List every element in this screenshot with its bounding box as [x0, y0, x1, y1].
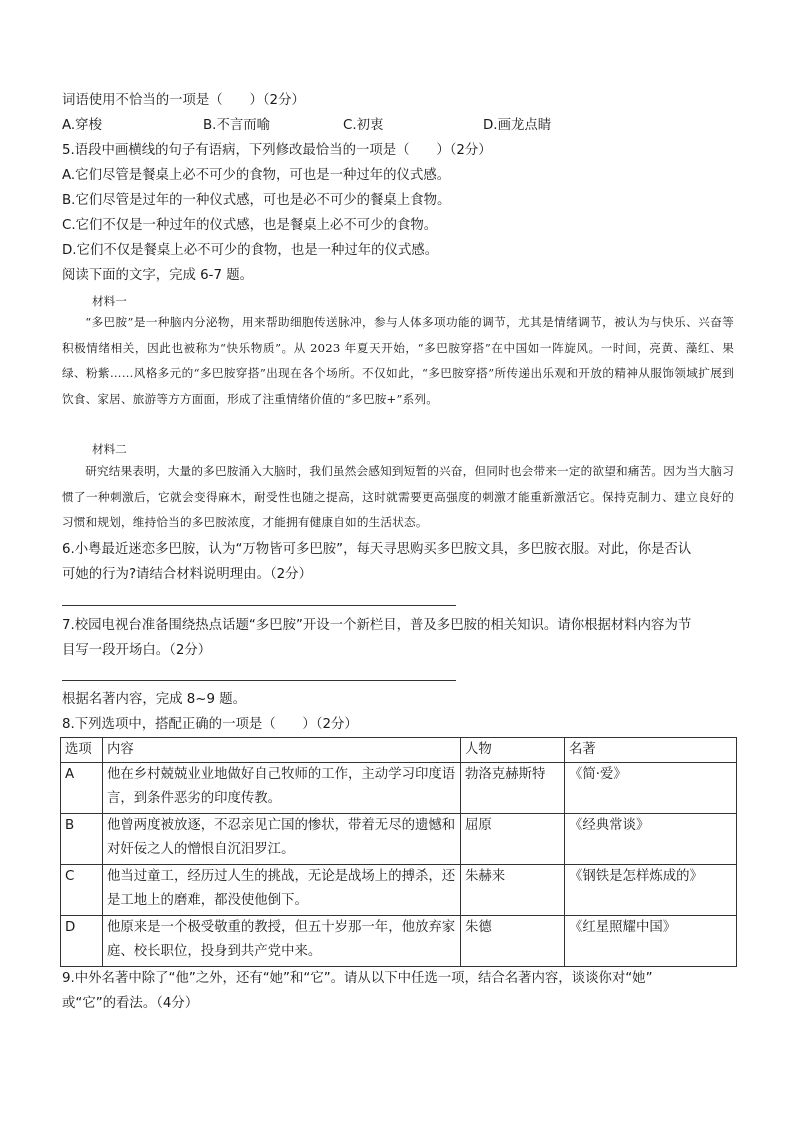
- header-book: 名著: [565, 738, 737, 763]
- row-option: B: [61, 814, 103, 865]
- table-row: [61, 916, 737, 967]
- header-content: 内容: [103, 738, 461, 763]
- header-person: 人物: [461, 738, 565, 763]
- row-book: 《钢铁是怎样炼成的》: [565, 865, 737, 916]
- row-option: A: [61, 763, 103, 814]
- q7-answer-line[interactable]: [62, 680, 456, 681]
- row-person: 朱德: [461, 916, 565, 967]
- q5-option-a: A.它们尽管是餐桌上必不可少的食物，可也是一种过年的仪式感。: [62, 168, 451, 183]
- row-content: 他曾两度被放逐，不忍亲见亡国的惨状，带着无尽的遗憾和对奸佞之人的憎恨自沉汨罗江。: [103, 814, 461, 865]
- row-content: 他原来是一个极受敬重的教授，但五十岁那一年，他放弃家庭、校长职位，投身到共产党中来。: [103, 916, 461, 967]
- q8-table: [60, 737, 737, 967]
- q5-option-b: B.它们尽管是过年的一种仪式感，可也是必不可少的餐桌上食物。: [62, 193, 451, 208]
- q4-option-a: A.穿梭: [62, 118, 102, 133]
- row-person: 朱赫来: [461, 865, 565, 916]
- header-option: 选项: [61, 738, 103, 763]
- table-header-row: [61, 738, 737, 763]
- q5-option-d: D.它们不仅是餐桌上必不可少的食物，也是一种过年的仪式感。: [62, 243, 439, 258]
- row-person: 屈原: [461, 814, 565, 865]
- q8-stem: 8.下列选项中，搭配正确的一项是（ ）（2分）: [62, 717, 358, 732]
- material-1-title: 材料一: [92, 294, 127, 308]
- q7-line-1: 7.校园电视台准备围绕热点话题“多巴胺”开设一个新栏目，普及多巴胺的相关知识。请你根据材料内容为节: [62, 618, 692, 633]
- row-content: 他在乡村兢兢业业地做好自己牧师的工作，主动学习印度语言，到条件恶劣的印度传教。: [103, 763, 461, 814]
- q4-option-d: D.画龙点睛: [483, 118, 552, 133]
- reading-intro: 阅读下面的文字，完成 6-7 题。: [62, 268, 254, 283]
- material-2-text: 研究结果表明，大量的多巴胺涌入大脑时，我们虽然会感知到短暂的兴奋，但同时也会带来一定的欲望和痛苦。因为当大脑习惯了一种刺激后，它就会变得麻木，耐受性也随之提高，这时就需要更高强度的刺激才能重新激活它。保持克制力、建立良好的习惯和规划，维持恰当的多巴胺浓度，才能拥有健康自如的生活状态。: [62, 464, 734, 530]
- q9-line-2: 或“它”的看法。（4分）: [62, 996, 199, 1011]
- row-person: 勃洛克赫斯特: [461, 763, 565, 814]
- row-option: D: [61, 916, 103, 967]
- row-book: 《经典常谈》: [565, 814, 737, 865]
- q6-line-1: 6.小粤最近迷恋多巴胺，认为“万物皆可多巴胺”，每天寻思购买多巴胺文具，多巴胺衣服。对此，你是否认: [62, 542, 692, 557]
- row-option: C: [61, 865, 103, 916]
- q7-line-2: 目写一段开场白。（2分）: [62, 643, 212, 658]
- q5-option-c: C.它们不仅是一种过年的仪式感，也是餐桌上必不可少的食物。: [62, 218, 438, 233]
- table-row: [61, 865, 737, 916]
- table-row: [61, 814, 737, 865]
- material-2-title: 材料二: [92, 442, 127, 456]
- q4-option-b: B.不言而喻: [203, 118, 271, 133]
- q4-option-c: C.初衷: [343, 118, 384, 133]
- material-1-text: “多巴胺”是一种脑内分泌物，用来帮助细胞传送脉冲，参与人体多项功能的调节，尤其是情绪调节，被认为与快乐、兴奋等积极情绪相关，因此也被称为“快乐物质”。从 2023 年夏天开始，“多巴胺穿搭”在中国如一阵旋风。一时间，亮黄、藻红、果绿、粉紫……风格多元的“多巴胺穿搭”出现在各个场所。不仅如此，“多巴胺穿搭”所传递出乐观和开放的精神从服饰领域扩展到饮食、家居、旅游等方方面面，形成了注重情绪价值的“多巴胺+”系列。: [62, 315, 734, 406]
- q6-answer-line[interactable]: [62, 605, 456, 606]
- table-row: [61, 763, 737, 814]
- q4-stem: 词语使用不恰当的一项是（ ）（2分）: [62, 93, 305, 108]
- row-book: 《红星照耀中国》: [565, 916, 737, 967]
- q5-stem: 5.语段中画横线的句子有语病，下列修改最恰当的一项是（ ）（2分）: [62, 143, 492, 158]
- q6-line-2: 可她的行为?请结合材料说明理由。（2分）: [62, 567, 312, 582]
- row-book: 《简·爱》: [565, 763, 737, 814]
- classics-intro: 根据名著内容，完成 8~9 题。: [62, 692, 247, 707]
- q9-line-1: 9.中外名著中除了“他”之外，还有“她”和“它”。请从以下中任选一项，结合名著内容，谈谈你对“她”: [62, 971, 653, 986]
- row-content: 他当过童工，经历过人生的挑战，无论是战场上的搏杀，还是工地上的磨难，都没使他倒下。: [103, 865, 461, 916]
